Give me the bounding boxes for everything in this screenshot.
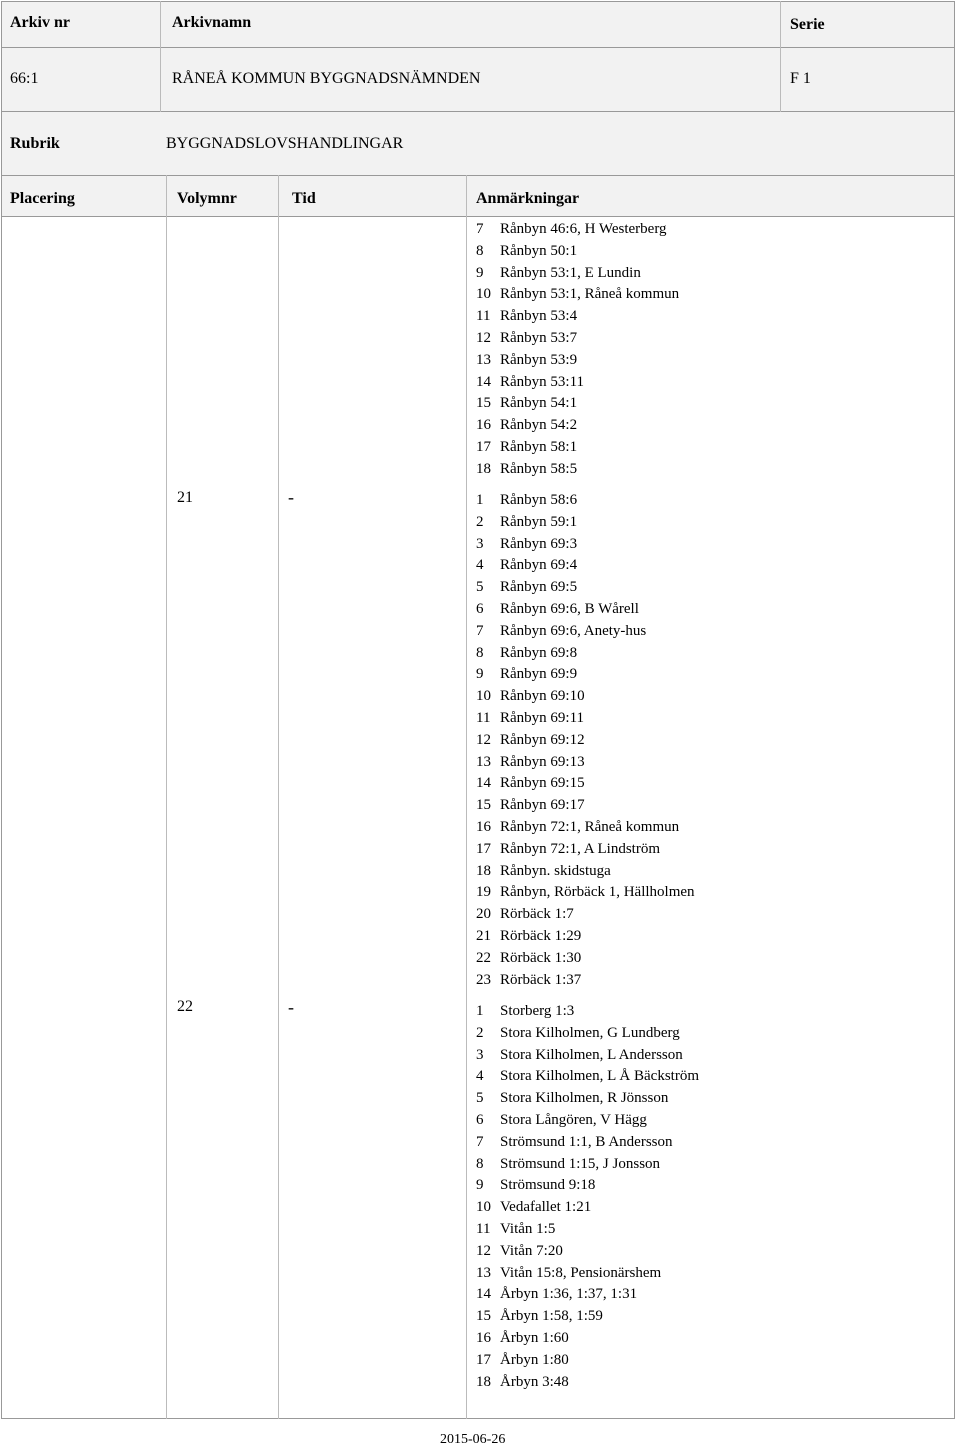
- rubrik-row: [1, 111, 955, 176]
- list-item: 10 Rånbyn 53:1, Råneå kommun: [476, 286, 680, 303]
- list-item: 16 Rånbyn 54:2: [476, 417, 578, 434]
- list-item: 23 Rörbäck 1:37: [476, 971, 582, 988]
- list-item: 17 Rånbyn 72:1, A Lindström: [476, 840, 661, 857]
- list-item: 9 Strömsund 9:18: [476, 1177, 596, 1194]
- list-item: 14 Rånbyn 53:11: [476, 373, 585, 390]
- list-item: 6 Stora Långören, V Hägg: [476, 1112, 647, 1128]
- list-item: 12 Rånbyn 53:7: [476, 330, 578, 346]
- serie-value: F 1: [790, 70, 811, 87]
- divider: [160, 1, 161, 112]
- tid-label: Tid: [292, 190, 316, 207]
- list-item: 3 Rånbyn 69:3: [476, 535, 578, 552]
- list-item: 22 Rörbäck 1:30: [476, 949, 582, 966]
- list-item: 18 Årbyn 3:48: [476, 1373, 569, 1390]
- list-item: 3 Stora Kilholmen, L Andersson: [476, 1046, 683, 1063]
- placering-label: Placering: [10, 190, 75, 207]
- arkiv-nr-label: Arkiv nr: [10, 14, 70, 31]
- list-item: 18 Rånbyn. skidstuga: [476, 862, 611, 879]
- list-item: 5 Rånbyn 69:5: [476, 579, 578, 596]
- list-item: 6 Rånbyn 69:6, B Wårell: [476, 601, 639, 617]
- list-item: 15 Rånbyn 69:17: [476, 797, 585, 814]
- rubrik-label: Rubrik: [10, 135, 60, 152]
- list-item: 8 Rånbyn 69:8: [476, 644, 578, 661]
- list-item: 15 Årbyn 1:58, 1:59: [476, 1308, 603, 1325]
- rubrik-value: BYGGNADSLOVSHANDLINGAR: [166, 135, 404, 152]
- list-item: 17 Årbyn 1:80: [476, 1351, 569, 1368]
- list-item: 11 Vitån 1:5: [476, 1221, 556, 1237]
- arkivnamn-label: Arkivnamn: [172, 14, 252, 31]
- list-item: 10 Vedafallet 1:21: [476, 1199, 592, 1216]
- volymnr-value: 22: [177, 998, 193, 1015]
- list-item: 15 Rånbyn 54:1: [476, 395, 578, 412]
- footer-date: 2015-06-26: [440, 1432, 506, 1447]
- list-item: 17 Rånbyn 58:1: [476, 439, 578, 455]
- list-item: 13 Rånbyn 53:9: [476, 351, 578, 368]
- list-item: 14 Rånbyn 69:15: [476, 775, 585, 792]
- list-item: 8 Strömsund 1:15, J Jonsson: [476, 1155, 661, 1172]
- list-item: 12 Vitån 7:20: [476, 1242, 563, 1259]
- volymnr-label: Volymnr: [177, 190, 237, 207]
- list-item: 16 Årbyn 1:60: [476, 1330, 569, 1346]
- list-item: 14 Årbyn 1:36, 1:37, 1:31: [476, 1286, 638, 1303]
- list-item: 1 Storberg 1:3: [476, 1003, 575, 1019]
- list-item: 21 Rörbäck 1:29: [476, 928, 582, 944]
- list-item: 13 Vitån 15:8, Pensionärshem: [476, 1264, 662, 1281]
- list-item: 7 Strömsund 1:1, B Andersson: [476, 1133, 673, 1150]
- arkiv-nr-value: 66:1: [10, 70, 39, 87]
- list-item: 8 Rånbyn 50:1: [476, 242, 578, 259]
- serie-label: Serie: [790, 16, 825, 33]
- list-item: 12 Rånbyn 69:12: [476, 731, 585, 748]
- list-item: 13 Rånbyn 69:13: [476, 753, 585, 770]
- divider: [780, 1, 781, 112]
- tid-value: -: [288, 487, 294, 507]
- divider: [278, 175, 279, 1419]
- list-item: 10 Rånbyn 69:10: [476, 688, 585, 705]
- arkivnamn-value: RÅNEÅ KOMMUN BYGGNADSNÄMNDEN: [172, 70, 481, 87]
- list-item: 4 Rånbyn 69:4: [476, 557, 578, 574]
- list-item: 2 Stora Kilholmen, G Lundberg: [476, 1024, 680, 1041]
- list-item: 5 Stora Kilholmen, R Jönsson: [476, 1090, 669, 1107]
- list-item: 4 Stora Kilholmen, L Å Bäckström: [476, 1068, 699, 1085]
- divider: [166, 175, 167, 1419]
- list-item: 18 Rånbyn 58:5: [476, 460, 578, 477]
- anmarkningar-label: Anmärkningar: [476, 190, 580, 207]
- list-item: 7 Rånbyn 46:6, H Westerberg: [476, 221, 667, 237]
- list-item: 11 Rånbyn 69:11: [476, 710, 585, 726]
- list-item: 9 Rånbyn 53:1, E Lundin: [476, 264, 641, 281]
- list-item: 9 Rånbyn 69:9: [476, 666, 578, 683]
- tid-value: -: [288, 997, 294, 1017]
- list-item: 20 Rörbäck 1:7: [476, 906, 574, 923]
- list-item: 16 Rånbyn 72:1, Råneå kommun: [476, 819, 680, 835]
- list-item: 7 Rånbyn 69:6, Anety-hus: [476, 622, 647, 639]
- divider: [466, 175, 467, 1419]
- volymnr-value: 21: [177, 489, 193, 506]
- list-item: 19 Rånbyn, Rörbäck 1, Hällholmen: [476, 884, 695, 901]
- list-item: 1 Rånbyn 58:6: [476, 492, 578, 508]
- list-item: 2 Rånbyn 59:1: [476, 513, 578, 530]
- list-item: 11 Rånbyn 53:4: [476, 308, 578, 325]
